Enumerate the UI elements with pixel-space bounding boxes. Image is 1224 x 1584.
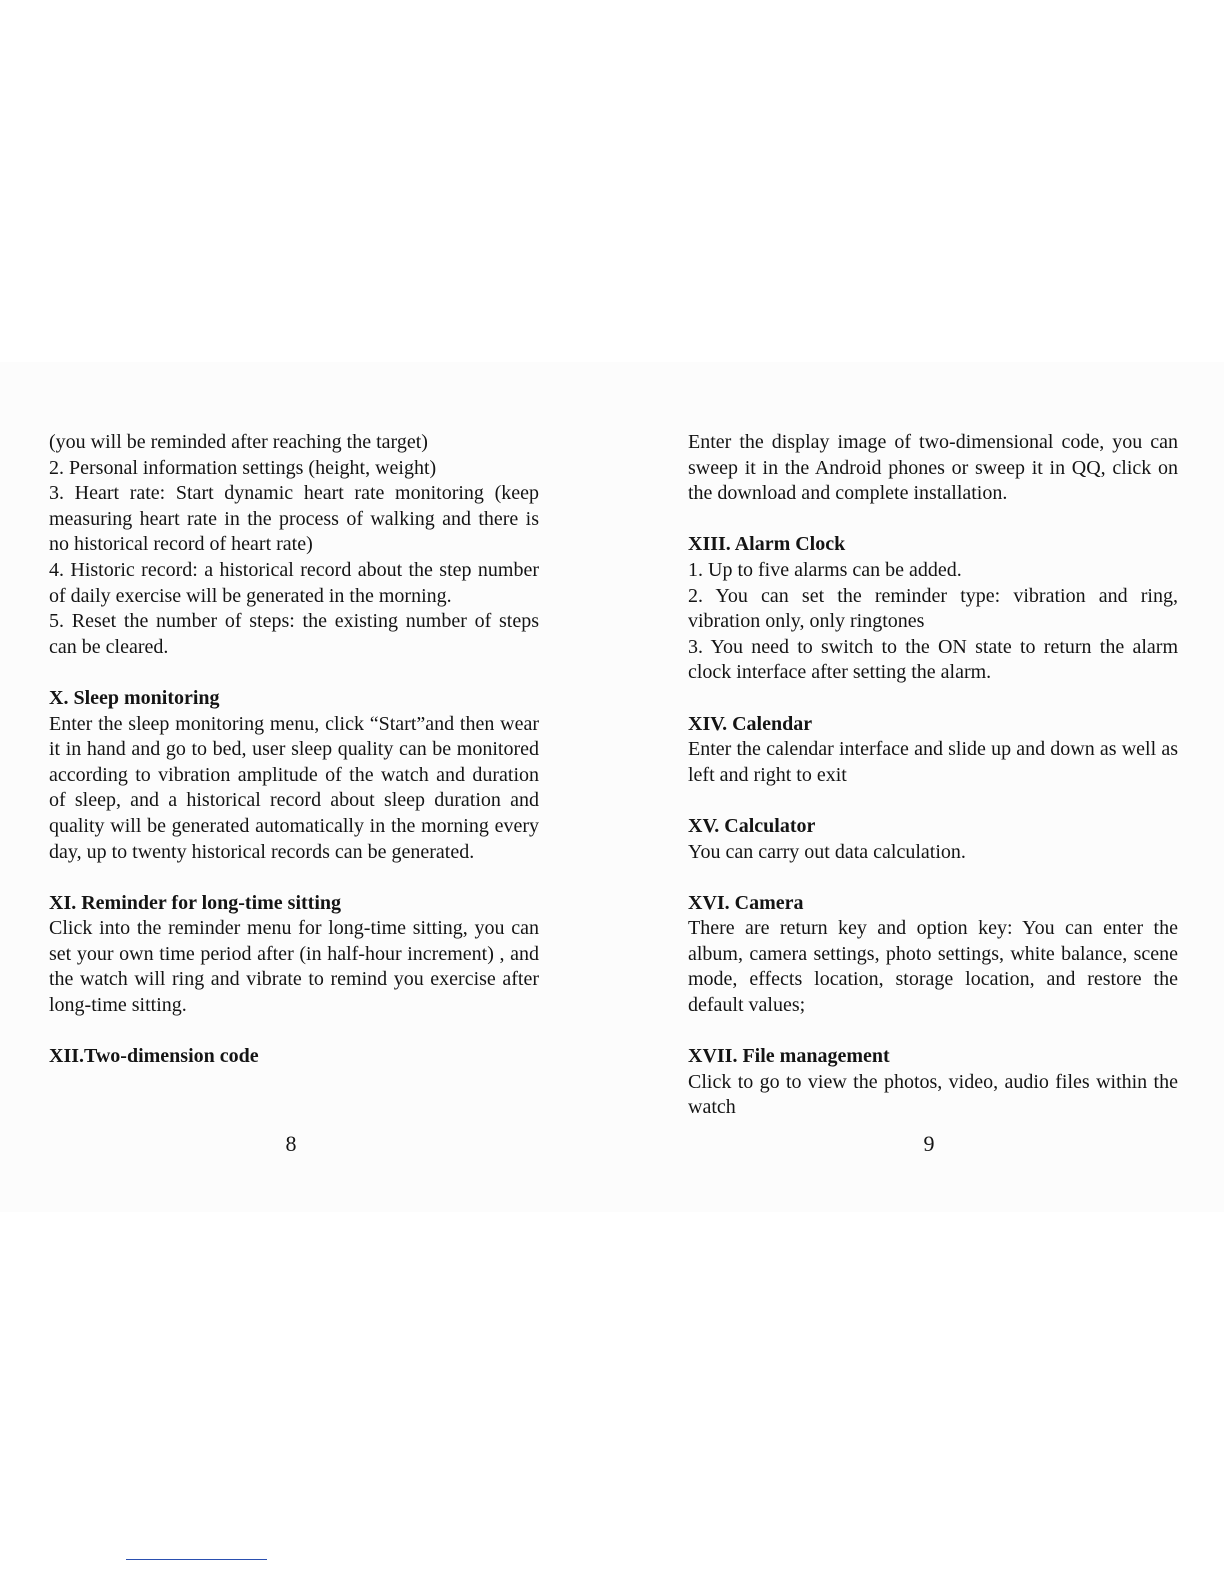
page-number-left: 8 <box>285 1131 297 1156</box>
alarm-item-1: 1. Up to five alarms can be added. <box>688 558 962 581</box>
camera-heading: XVI. Camera <box>688 891 804 914</box>
sitting-reminder-body: Click into the reminder menu for long-time sitting, you can set your own time period after (in half-hour increment) , and the watch will ring and vibrate to remind you exercise after long-time sitting. <box>49 917 539 1017</box>
file-management-body: Click to go to view the photos, video, audio files within the watch <box>688 1070 1178 1119</box>
alarm-item-3: 3. You need to switch to the ON state to return the alarm clock interface after setting the alarm. <box>688 635 1178 684</box>
sleep-monitoring-heading: X. Sleep monitoring <box>49 686 220 709</box>
alarm-item-2: 2. You can set the reminder type: vibration and ring, vibration only, only ringtones <box>688 584 1178 633</box>
sleep-monitoring-body: Enter the sleep monitoring menu, click “Start”and then wear it in hand and go to bed, user sleep quality can be monitored according to vibration amplitude of the watch and duration of sleep, and a historical record about sleep duration and quality will be generated automatically in the morning every day, up to twenty historical records can be generated. <box>49 712 539 863</box>
two-dimension-code-body: Enter the display image of two-dimensional code, you can sweep it in the Android phones or sweep it in QQ, click on the download and complete installation. <box>688 431 1178 505</box>
left-page <box>49 430 539 1070</box>
personal-info-item: 2. Personal information settings (height, weight) <box>49 456 437 479</box>
two-dimension-code-heading: XII.Two-dimension code <box>49 1045 259 1068</box>
divider-line <box>126 1559 267 1560</box>
sitting-reminder-heading: XI. Reminder for long-time sitting <box>49 891 342 914</box>
historic-record-item: 4. Historic record: a historical record about the step number of daily exercise will be generated in the morning. <box>49 558 539 607</box>
camera-body: There are return key and option key: You can enter the album, camera settings, photo settings, white balance, scene mode, effects location, storage location, and restore the default values; <box>688 917 1178 1017</box>
calculator-heading: XV. Calculator <box>688 814 816 837</box>
calculator-body: You can carry out data calculation. <box>688 840 966 863</box>
alarm-clock-heading: XIII. Alarm Clock <box>688 533 846 556</box>
calendar-body: Enter the calendar interface and slide up and down as well as left and right to exit <box>688 738 1178 786</box>
page-number-right: 9 <box>923 1131 935 1156</box>
target-reminder-text: (you will be reminded after reaching the target) <box>49 431 428 453</box>
calendar-heading: XIV. Calendar <box>688 712 813 735</box>
heart-rate-item: 3. Heart rate: Start dynamic heart rate monitoring (keep measuring heart rate in the process of walking and there is no historical record of heart rate) <box>49 482 539 556</box>
file-management-heading: XVII. File management <box>688 1045 890 1068</box>
reset-steps-item: 5. Reset the number of steps: the existing number of steps can be cleared. <box>49 610 539 658</box>
right-page <box>688 430 1178 1121</box>
